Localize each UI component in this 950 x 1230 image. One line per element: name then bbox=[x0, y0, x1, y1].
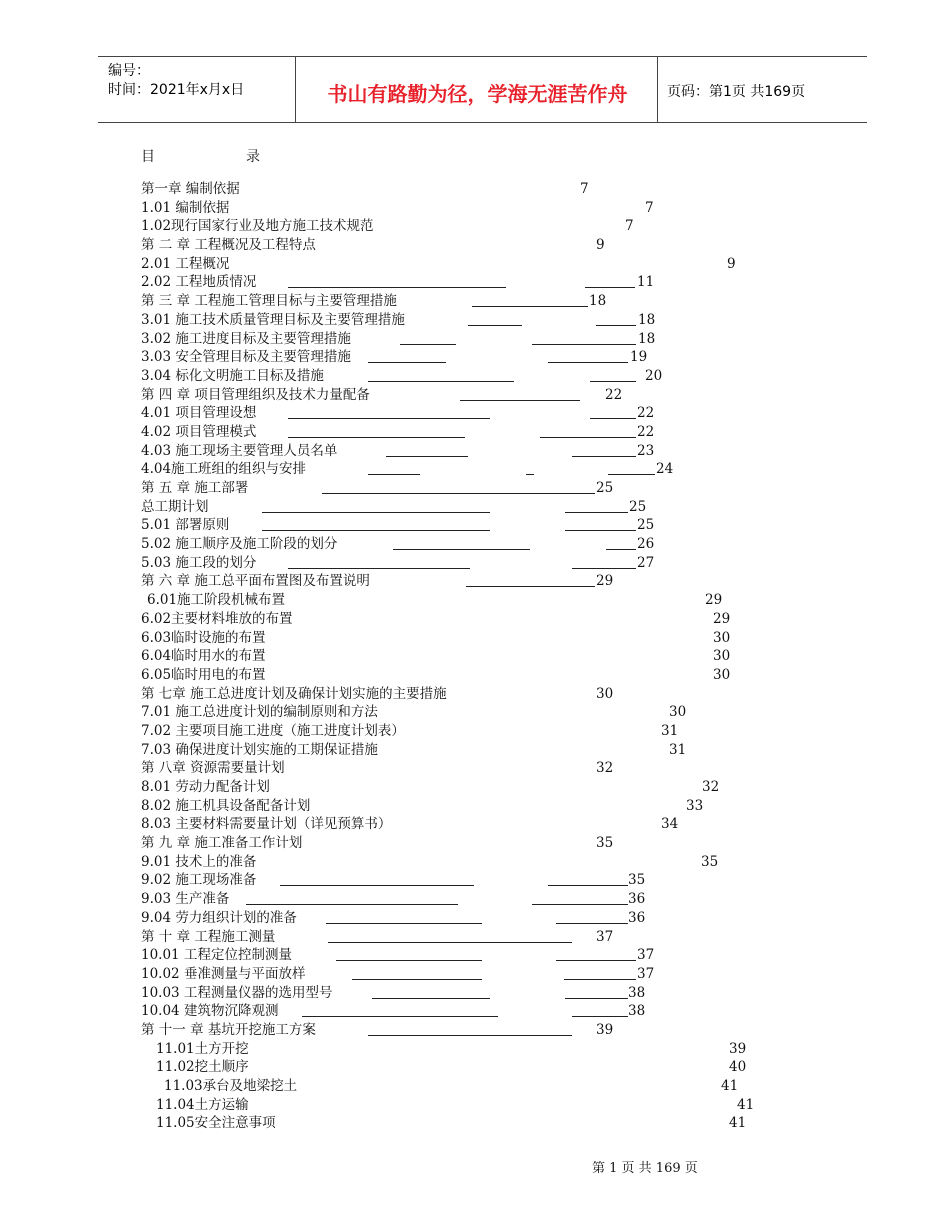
toc-leader-line bbox=[565, 998, 628, 999]
toc-entry-title: 10.03 工程测量仪器的选用型号 bbox=[141, 984, 333, 1001]
toc-entry[interactable] bbox=[0, 554, 950, 573]
toc-leader-line bbox=[280, 885, 474, 886]
toc-leader-line bbox=[288, 287, 506, 288]
toc-entry-title: 8.01 劳动力配备计划 bbox=[141, 779, 270, 795]
toc-entry-title: 第 八章 资源需要量计划 bbox=[141, 760, 285, 777]
toc-leader-line bbox=[548, 885, 628, 886]
toc-entry-page-number: 23 bbox=[637, 442, 655, 459]
toc-entry[interactable] bbox=[0, 348, 950, 367]
toc-leader-line bbox=[565, 530, 636, 531]
toc-entry-page-number: 36 bbox=[628, 891, 646, 908]
toc-leader-line bbox=[322, 493, 595, 494]
toc-leader-line bbox=[302, 1016, 498, 1017]
toc-leader-line bbox=[372, 998, 490, 999]
toc-entry-page-number: 30 bbox=[713, 666, 731, 683]
toc-leader-line bbox=[288, 568, 470, 569]
toc-entry-title: 第 十一 章 基坑开挖施工方案 bbox=[141, 1021, 316, 1038]
toc-entry-page-number: 19 bbox=[630, 349, 648, 366]
toc-entry-title: 9.04 劳力组织计划的准备 bbox=[141, 909, 297, 926]
toc-entry[interactable] bbox=[0, 722, 950, 741]
toc-leader-line bbox=[328, 942, 572, 943]
toc-leader-line bbox=[288, 437, 465, 438]
toc-entry-title: 3.03 安全管理目标及主要管理措施 bbox=[141, 349, 351, 366]
toc-leader-line bbox=[572, 456, 636, 457]
toc-entry-title: 9.01 技术上的准备 bbox=[141, 853, 257, 870]
toc-entry-title: 9.02 施工现场准备 bbox=[141, 872, 257, 889]
toc-entry-page-number: 22 bbox=[605, 386, 623, 403]
toc-entry[interactable] bbox=[0, 1040, 950, 1059]
toc-entry-title: 总工期计划 bbox=[141, 498, 209, 515]
toc-entry-page-number: 27 bbox=[637, 554, 655, 571]
toc-entry[interactable] bbox=[0, 273, 950, 292]
toc-entry-page-number: 18 bbox=[589, 293, 607, 310]
toc-entry-title: 4.04施工班组的组织与安排 bbox=[141, 461, 307, 478]
toc-entry[interactable] bbox=[0, 180, 950, 199]
toc-entry-title: 2.02 工程地质情况 bbox=[141, 274, 257, 291]
toc-entry-title: 11.01土方开挖 bbox=[156, 1040, 249, 1057]
toc-entry-title: 5.03 施工段的划分 bbox=[141, 554, 257, 571]
toc-entry-page-number: 34 bbox=[661, 816, 679, 833]
toc-entry[interactable] bbox=[0, 946, 950, 965]
toc-entry-page-number: 38 bbox=[628, 1003, 646, 1020]
toc-entry-title: 6.04临时用水的布置 bbox=[141, 648, 266, 665]
toc-entry[interactable] bbox=[0, 1021, 950, 1040]
toc-entry[interactable] bbox=[0, 311, 950, 330]
toc-entry-title: 4.03 施工现场主要管理人员名单 bbox=[141, 442, 338, 459]
toc-leader-line bbox=[368, 1035, 572, 1036]
toc-entry[interactable] bbox=[0, 199, 950, 218]
toc-leader-line bbox=[326, 923, 482, 924]
header-divider-right bbox=[657, 56, 658, 123]
toc-entry-page-number: 32 bbox=[596, 760, 614, 777]
header-bottom-rule bbox=[98, 122, 867, 123]
toc-entry-title: 8.02 施工机具设备配备计划 bbox=[141, 797, 311, 814]
toc-entry[interactable] bbox=[0, 797, 950, 816]
toc-entry-page-number: 35 bbox=[596, 835, 614, 852]
toc-leader-line bbox=[460, 400, 580, 401]
toc-leader-line bbox=[393, 549, 530, 550]
toc-entry-page-number: 9 bbox=[727, 255, 736, 272]
toc-entry-page-number: 38 bbox=[628, 984, 646, 1001]
toc-entry[interactable] bbox=[0, 498, 950, 517]
toc-entry-page-number: 31 bbox=[669, 741, 687, 758]
toc-entry[interactable] bbox=[0, 1058, 950, 1077]
toc-entry-page-number: 11 bbox=[637, 274, 655, 291]
toc-entry-page-number: 9 bbox=[596, 237, 605, 254]
toc-entry-page-number: 37 bbox=[637, 947, 655, 964]
toc-leader-line bbox=[556, 923, 628, 924]
toc-entry-title: 2.01 工程概况 bbox=[141, 255, 230, 272]
toc-entry-page-number: 29 bbox=[713, 610, 731, 627]
toc-entry-page-number: 29 bbox=[596, 573, 614, 590]
toc-entry-title: 8.03 主要材料需要量计划（详见预算书） bbox=[141, 816, 392, 833]
toc-entry-page-number: 18 bbox=[638, 330, 656, 347]
toc-entry-page-number: 31 bbox=[661, 722, 679, 739]
toc-entry-title: 6.03临时设施的布置 bbox=[141, 629, 266, 646]
toc-leader-line bbox=[262, 530, 490, 531]
toc-entry-title: 第一章 编制依据 bbox=[141, 181, 240, 197]
toc-entry[interactable] bbox=[0, 1002, 950, 1021]
toc-entry[interactable] bbox=[0, 984, 950, 1003]
toc-entry[interactable] bbox=[0, 834, 950, 853]
toc-leader-line bbox=[368, 474, 420, 475]
toc-entry[interactable] bbox=[0, 423, 950, 442]
toc-leader-line bbox=[532, 344, 636, 345]
toc-leader-line bbox=[606, 549, 636, 550]
toc-entry[interactable] bbox=[0, 815, 950, 834]
header-motto: 书山有路勤为径，学海无涯苦作舟 bbox=[327, 82, 628, 106]
toc-entry-page-number: 25 bbox=[596, 480, 614, 496]
toc-leader-line bbox=[262, 512, 490, 513]
table-of-contents bbox=[0, 180, 950, 1133]
toc-entry-title: 10.04 建筑物沉降观测 bbox=[141, 1003, 279, 1020]
toc-entry-page-number: 41 bbox=[729, 1115, 747, 1132]
toc-entry-title: 1.01 编制依据 bbox=[141, 199, 230, 216]
toc-entry-title: 5.02 施工顺序及施工阶段的划分 bbox=[141, 536, 338, 553]
toc-entry-page-number: 32 bbox=[702, 779, 720, 795]
page-footer: 第 1 页 共 169 页 bbox=[592, 1161, 698, 1176]
toc-entry[interactable] bbox=[0, 217, 950, 236]
toc-entry-title: 4.02 项目管理模式 bbox=[141, 423, 257, 440]
toc-entry[interactable] bbox=[0, 871, 950, 890]
toc-entry-page-number: 20 bbox=[645, 367, 663, 384]
toc-leader-line bbox=[352, 979, 482, 980]
toc-leader-line bbox=[556, 960, 636, 961]
toc-leader-line bbox=[596, 325, 636, 326]
toc-entry-page-number: 26 bbox=[637, 536, 655, 553]
toc-entry-title: 10.01 工程定位控制测量 bbox=[141, 947, 292, 964]
toc-entry[interactable] bbox=[0, 460, 950, 479]
header-page-info: 页码：第1页 共169页 bbox=[667, 84, 806, 100]
toc-entry-title: 10.02 垂准测量与平面放样 bbox=[141, 965, 306, 982]
toc-entry-title: 7.02 主要项目施工进度（施工进度计划表） bbox=[141, 722, 405, 739]
toc-leader-line bbox=[565, 512, 628, 513]
toc-entry-title: 11.02挖土顺序 bbox=[156, 1059, 249, 1076]
toc-entry-page-number: 25 bbox=[629, 498, 647, 515]
toc-leader-line bbox=[564, 979, 636, 980]
toc-entry-title: 第 六 章 施工总平面布置图及布置说明 bbox=[141, 573, 370, 590]
toc-entry-title: 6.05临时用电的布置 bbox=[141, 666, 266, 683]
toc-entry-title: 第 四 章 项目管理组织及技术力量配备 bbox=[141, 386, 370, 403]
toc-entry[interactable] bbox=[0, 666, 950, 685]
toc-entry-page-number: 37 bbox=[637, 965, 655, 982]
toc-leader-line bbox=[608, 474, 655, 475]
toc-entry-title: 7.03 确保进度计划实施的工期保证措施 bbox=[141, 741, 378, 758]
document-time-label: 时间：2021年x月x日 bbox=[108, 82, 245, 98]
toc-entry-title: 第 十 章 工程施工测量 bbox=[141, 928, 276, 945]
toc-entry-page-number: 25 bbox=[637, 517, 655, 534]
toc-entry-page-number: 7 bbox=[625, 218, 634, 235]
toc-leader-line bbox=[468, 325, 522, 326]
toc-entry-page-number: 7 bbox=[580, 181, 589, 197]
toc-entry-page-number: 41 bbox=[737, 1096, 755, 1113]
toc-entry-title: 第 九 章 施工准备工作计划 bbox=[141, 835, 303, 852]
toc-entry-page-number: 30 bbox=[713, 629, 731, 646]
header-divider-left bbox=[295, 56, 296, 123]
toc-entry-title: 11.03承台及地梁挖土 bbox=[164, 1078, 298, 1094]
toc-entry[interactable] bbox=[0, 479, 950, 498]
toc-entry[interactable] bbox=[0, 1077, 950, 1096]
toc-entry-title: 5.01 部署原则 bbox=[141, 517, 230, 534]
toc-entry[interactable] bbox=[0, 330, 950, 349]
toc-entry[interactable] bbox=[0, 591, 950, 610]
toc-entry[interactable] bbox=[0, 759, 950, 778]
toc-entry[interactable] bbox=[0, 1096, 950, 1115]
toc-entry-title: 3.04 标化文明施工目标及措施 bbox=[141, 367, 324, 384]
toc-entry-page-number: 30 bbox=[669, 704, 687, 721]
toc-leader-line bbox=[466, 586, 595, 587]
toc-entry[interactable] bbox=[0, 909, 950, 928]
toc-leader-line bbox=[572, 568, 636, 569]
toc-entry[interactable] bbox=[0, 610, 950, 629]
toc-leader-line bbox=[368, 381, 514, 382]
toc-leader-line bbox=[590, 418, 636, 419]
toc-leader-line bbox=[246, 904, 458, 905]
toc-entry[interactable] bbox=[0, 1114, 950, 1133]
toc-entry-page-number: 18 bbox=[638, 311, 656, 328]
toc-entry-page-number: 37 bbox=[596, 928, 614, 945]
toc-title-char-1: 目 bbox=[141, 149, 155, 165]
toc-entry-title: 9.03 生产准备 bbox=[141, 891, 230, 908]
toc-entry-page-number: 7 bbox=[645, 199, 654, 216]
toc-entry-page-number: 36 bbox=[628, 909, 646, 926]
toc-leader-line bbox=[400, 344, 456, 345]
toc-entry-page-number: 40 bbox=[729, 1059, 747, 1076]
header-top-rule bbox=[98, 56, 867, 57]
toc-entry[interactable] bbox=[0, 741, 950, 760]
toc-entry-page-number: 39 bbox=[729, 1040, 747, 1057]
toc-leader-line bbox=[548, 362, 628, 363]
toc-leader-line bbox=[572, 1016, 628, 1017]
toc-leader-line bbox=[540, 437, 636, 438]
toc-entry[interactable] bbox=[0, 572, 950, 591]
toc-leader-line bbox=[386, 456, 468, 457]
toc-entry-page-number: 29 bbox=[705, 592, 723, 609]
toc-entry[interactable] bbox=[0, 367, 950, 386]
toc-leader-line bbox=[472, 306, 588, 307]
toc-entry[interactable] bbox=[0, 685, 950, 704]
toc-entry[interactable] bbox=[0, 928, 950, 947]
toc-entry[interactable] bbox=[0, 853, 950, 872]
toc-leader-line bbox=[336, 960, 482, 961]
toc-entry[interactable] bbox=[0, 516, 950, 535]
toc-entry[interactable] bbox=[0, 890, 950, 909]
document-number-label: 编号： bbox=[108, 63, 150, 79]
toc-entry-page-number: 24 bbox=[656, 461, 674, 478]
toc-entry-page-number: 41 bbox=[721, 1078, 739, 1094]
toc-entry-page-number: 30 bbox=[596, 685, 614, 702]
toc-leader-line bbox=[532, 904, 628, 905]
toc-entry[interactable] bbox=[0, 778, 950, 797]
toc-entry[interactable] bbox=[0, 965, 950, 984]
toc-entry-title: 3.02 施工进度目标及主要管理措施 bbox=[141, 330, 351, 347]
toc-entry-page-number: 22 bbox=[637, 423, 655, 440]
toc-entry[interactable] bbox=[0, 647, 950, 666]
toc-entry-title: 第 三 章 工程施工管理目标与主要管理措施 bbox=[141, 293, 397, 310]
toc-leader-line bbox=[288, 418, 490, 419]
toc-entry[interactable] bbox=[0, 535, 950, 554]
toc-entry-page-number: 35 bbox=[628, 872, 646, 889]
toc-entry-title: 4.01 项目管理设想 bbox=[141, 405, 257, 422]
toc-entry-page-number: 22 bbox=[637, 405, 655, 422]
toc-title-char-2: 录 bbox=[246, 149, 260, 165]
toc-entry-title: 11.04土方运输 bbox=[156, 1096, 249, 1113]
toc-leader-line bbox=[585, 287, 635, 288]
toc-entry[interactable] bbox=[0, 442, 950, 461]
toc-entry[interactable] bbox=[0, 629, 950, 648]
toc-entry[interactable] bbox=[0, 292, 950, 311]
toc-leader-line bbox=[368, 362, 446, 363]
toc-entry-page-number: 35 bbox=[701, 853, 719, 870]
toc-entry-page-number: 33 bbox=[686, 797, 704, 814]
toc-entry-title: 第 五 章 施工部署 bbox=[141, 480, 249, 496]
toc-entry[interactable] bbox=[0, 255, 950, 274]
toc-entry[interactable] bbox=[0, 404, 950, 423]
toc-entry-title: 第 七章 施工总进度计划及确保计划实施的主要措施 bbox=[141, 685, 447, 702]
toc-entry[interactable] bbox=[0, 703, 950, 722]
toc-entry-title: 6.01施工阶段机械布置 bbox=[147, 592, 286, 609]
toc-entry-title: 第 二 章 工程概况及工程特点 bbox=[141, 237, 316, 254]
toc-entry-page-number: 30 bbox=[713, 648, 731, 665]
toc-entry[interactable] bbox=[0, 236, 950, 255]
toc-leader-line bbox=[526, 474, 534, 475]
toc-leader-line bbox=[590, 381, 636, 382]
toc-entry-title: 7.01 施工总进度计划的编制原则和方法 bbox=[141, 704, 378, 721]
toc-entry-title: 11.05安全注意事项 bbox=[156, 1115, 276, 1132]
toc-entry-title: 3.01 施工技术质量管理目标及主要管理措施 bbox=[141, 311, 405, 328]
toc-entry[interactable] bbox=[0, 386, 950, 405]
toc-entry-title: 1.02现行国家行业及地方施工技术规范 bbox=[141, 218, 374, 235]
toc-entry-page-number: 39 bbox=[596, 1021, 614, 1038]
toc-entry-title: 6.02主要材料堆放的布置 bbox=[141, 610, 293, 627]
